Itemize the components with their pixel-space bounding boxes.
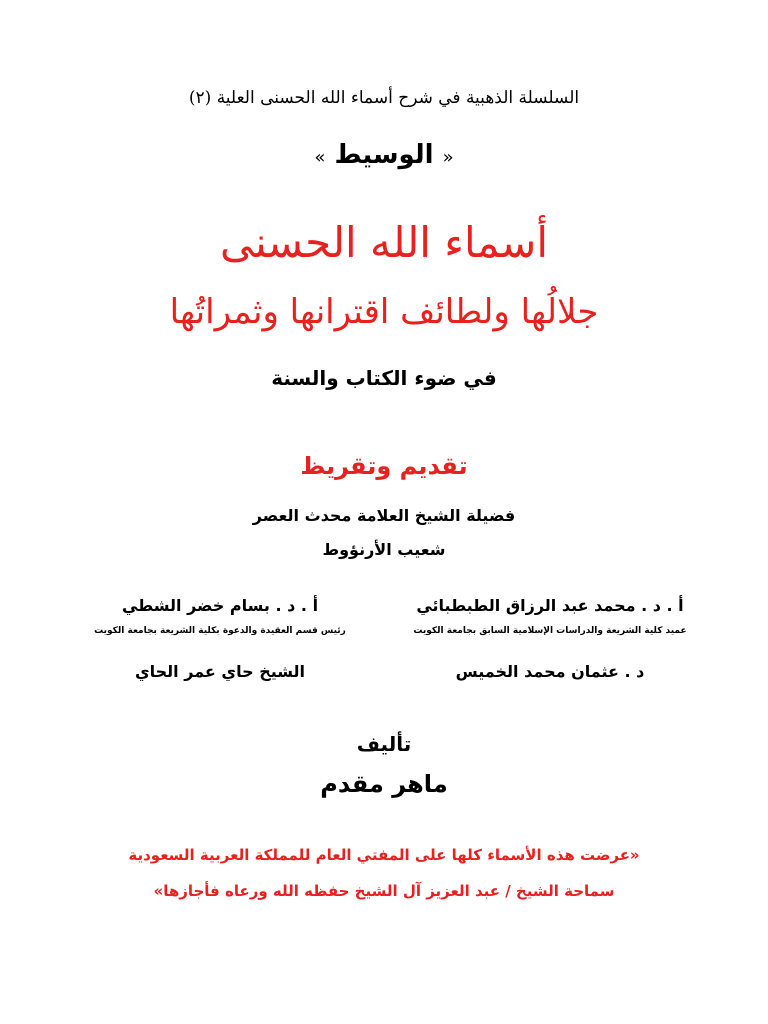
sheikh-name: شعيب الأرنؤوط [322, 540, 446, 559]
approval-note-line-2: سماحة الشيخ / عبد العزيز آل الشيخ حفظه الله ورعاه فأجازها» [153, 882, 615, 900]
contributor-name-right-2: د . عثمان محمد الخميس [455, 662, 645, 681]
series-title: السلسلة الذهبية في شرح أسماء الله الحسنى العلية (٢) [188, 88, 580, 108]
approval-note-line-1: «عرضت هذه الأسماء كلها على المفتي العام للمملكة العربية السعودية [128, 846, 640, 864]
subtitle-text: الوسيط [334, 140, 434, 170]
subtitle-close-quote: » [314, 147, 326, 168]
book-subtitle [0, 140, 768, 171]
contributor-name-left: أ . د . بسام خضر الشطي [121, 596, 319, 615]
book-title: أسماء الله الحسنى [219, 218, 548, 267]
author-name: ماهر مقدم [320, 770, 448, 798]
book-title-secondary: جلالُها ولطائف اقترانها وثمراتُها [169, 292, 599, 332]
sheikh-title: فضيلة الشيخ العلامة محدث العصر [252, 506, 516, 525]
contributor-role-right: عميد كلية الشريعة والدراسات الإسلامية السابق بجامعة الكويت [413, 626, 687, 636]
intro-heading: تقديم وتقريظ [300, 452, 468, 480]
subtitle-open-quote: « [442, 147, 454, 168]
book-tagline: في ضوء الكتاب والسنة [271, 366, 497, 390]
contributor-role-left: رئيس قسم العقيدة والدعوة بكلية الشريعة بجامعة الكويت [94, 626, 346, 636]
contributor-name-left-2: الشيخ حاي عمر الحاي [134, 662, 306, 681]
author-label: تأليف [356, 732, 412, 756]
contributor-name-right: أ . د . محمد عبد الرزاق الطبطبائي [416, 596, 684, 615]
